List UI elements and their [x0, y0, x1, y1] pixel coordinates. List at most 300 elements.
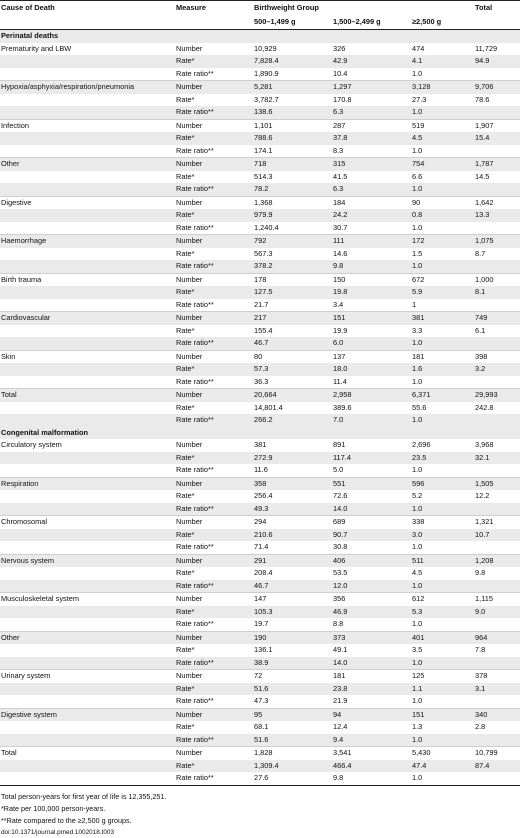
value-cell: 151	[411, 708, 474, 721]
value-cell: 23.8	[332, 683, 411, 696]
value-cell: 466.4	[332, 760, 411, 773]
value-cell: 147	[253, 593, 332, 606]
measure-cell: Rate ratio**	[175, 68, 253, 81]
cause-cell	[0, 132, 175, 145]
measure-cell: Rate*	[175, 94, 253, 107]
value-cell: 78.2	[253, 183, 332, 196]
table-row	[0, 325, 520, 338]
value-cell: 71.4	[253, 541, 332, 554]
value-cell: 1.0	[411, 503, 474, 516]
header-row-2	[0, 15, 520, 30]
table-row	[0, 132, 520, 145]
value-cell	[474, 260, 520, 273]
measure-cell: Rate*	[175, 644, 253, 657]
table-row	[0, 43, 520, 56]
value-cell: 1,907	[474, 119, 520, 132]
value-cell: 291	[253, 554, 332, 567]
value-cell: 567.3	[253, 248, 332, 261]
measure-cell: Rate*	[175, 567, 253, 580]
table-row	[0, 402, 520, 415]
value-cell: 1,297	[332, 81, 411, 94]
value-cell: 29,993	[474, 389, 520, 402]
cause-cell: Urinary system	[0, 670, 175, 683]
value-cell	[474, 503, 520, 516]
value-cell: 3.0	[411, 529, 474, 542]
value-cell: 242.8	[474, 402, 520, 415]
value-cell: 5.9	[411, 286, 474, 299]
value-cell: 9.8	[332, 260, 411, 273]
value-cell: 14.5	[474, 171, 520, 184]
value-cell: 170.8	[332, 94, 411, 107]
value-cell: 373	[332, 631, 411, 644]
value-cell: 1.0	[411, 580, 474, 593]
measure-cell: Rate*	[175, 606, 253, 619]
table-row	[0, 286, 520, 299]
value-cell: 1,642	[474, 196, 520, 209]
measure-cell: Rate*	[175, 132, 253, 145]
value-cell: 672	[411, 273, 474, 286]
cause-cell	[0, 503, 175, 516]
value-cell: 514.3	[253, 171, 332, 184]
table-row	[0, 119, 520, 132]
value-cell: 27.3	[411, 94, 474, 107]
measure-cell: Rate ratio**	[175, 222, 253, 235]
cause-cell	[0, 299, 175, 312]
value-cell: 117.4	[332, 452, 411, 465]
value-cell: 1.0	[411, 657, 474, 670]
measure-cell: Rate ratio**	[175, 376, 253, 389]
table-row	[0, 414, 520, 427]
table-body	[0, 30, 520, 786]
value-cell: 0.8	[411, 209, 474, 222]
table-row	[0, 171, 520, 184]
cause-cell	[0, 772, 175, 785]
value-cell: 1	[411, 299, 474, 312]
value-cell	[474, 657, 520, 670]
value-cell: 14.0	[332, 657, 411, 670]
table-row	[0, 670, 520, 683]
value-cell	[474, 376, 520, 389]
measure-cell: Rate*	[175, 209, 253, 222]
measure-cell: Rate ratio**	[175, 260, 253, 273]
value-cell: 178	[253, 273, 332, 286]
value-cell: 137	[332, 350, 411, 363]
cause-cell: Digestive	[0, 196, 175, 209]
value-cell	[474, 541, 520, 554]
value-cell: 150	[332, 273, 411, 286]
table-row	[0, 183, 520, 196]
value-cell: 55.6	[411, 402, 474, 415]
cause-cell: Infection	[0, 119, 175, 132]
table-row	[0, 708, 520, 721]
value-cell: 7,828.4	[253, 55, 332, 68]
measure-cell: Rate*	[175, 721, 253, 734]
cause-cell: Total	[0, 389, 175, 402]
cause-cell	[0, 734, 175, 747]
value-cell: 287	[332, 119, 411, 132]
value-cell: 6.1	[474, 325, 520, 338]
table-row	[0, 464, 520, 477]
value-cell: 6,371	[411, 389, 474, 402]
cause-cell	[0, 721, 175, 734]
value-cell: 1,321	[474, 516, 520, 529]
value-cell: 1.1	[411, 683, 474, 696]
value-cell: 23.5	[411, 452, 474, 465]
cause-cell	[0, 376, 175, 389]
value-cell: 401	[411, 631, 474, 644]
measure-cell: Number	[175, 631, 253, 644]
value-cell: 1,101	[253, 119, 332, 132]
table-row	[0, 606, 520, 619]
cause-cell	[0, 606, 175, 619]
table-row	[0, 734, 520, 747]
value-cell: 1,368	[253, 196, 332, 209]
cause-cell	[0, 55, 175, 68]
value-cell: 2.8	[474, 721, 520, 734]
value-cell: 3,968	[474, 439, 520, 452]
value-cell: 127.5	[253, 286, 332, 299]
value-cell: 42.9	[332, 55, 411, 68]
value-cell: 172	[411, 235, 474, 248]
cause-cell: Nervous system	[0, 554, 175, 567]
value-cell: 1,115	[474, 593, 520, 606]
value-cell: 1.5	[411, 248, 474, 261]
value-cell: 1,505	[474, 477, 520, 490]
cause-cell	[0, 490, 175, 503]
table-row	[0, 145, 520, 158]
value-cell: 1.0	[411, 734, 474, 747]
table-row	[0, 721, 520, 734]
value-cell	[474, 580, 520, 593]
value-cell: 14,801.4	[253, 402, 332, 415]
value-cell: 612	[411, 593, 474, 606]
value-cell: 3.4	[332, 299, 411, 312]
section-title: Congenital malformation	[0, 427, 520, 440]
value-cell: 9.4	[332, 734, 411, 747]
table-row	[0, 593, 520, 606]
value-cell: 53.5	[332, 567, 411, 580]
cause-cell	[0, 644, 175, 657]
table-row	[0, 222, 520, 235]
table-row	[0, 260, 520, 273]
cause-cell: Other	[0, 158, 175, 171]
table-row	[0, 580, 520, 593]
value-cell: 551	[332, 477, 411, 490]
value-cell: 11.6	[253, 464, 332, 477]
header-total: Total	[474, 1, 520, 16]
measure-cell: Rate ratio**	[175, 337, 253, 350]
measure-cell: Rate ratio**	[175, 106, 253, 119]
measure-cell: Rate*	[175, 363, 253, 376]
cause-cell	[0, 171, 175, 184]
value-cell	[474, 106, 520, 119]
value-cell: 151	[332, 312, 411, 325]
value-cell: 6.3	[332, 106, 411, 119]
value-cell: 72	[253, 670, 332, 683]
cause-cell	[0, 260, 175, 273]
header-group-1500-2499: 1,500–2,499 g	[332, 15, 411, 30]
value-cell: 326	[332, 43, 411, 56]
table-row	[0, 760, 520, 773]
cause-cell	[0, 183, 175, 196]
cause-cell: Total	[0, 747, 175, 760]
value-cell: 1.0	[411, 695, 474, 708]
value-cell: 5.0	[332, 464, 411, 477]
measure-cell: Number	[175, 670, 253, 683]
cause-cell	[0, 106, 175, 119]
value-cell: 174.1	[253, 145, 332, 158]
table-row	[0, 55, 520, 68]
value-cell: 792	[253, 235, 332, 248]
value-cell: 10.7	[474, 529, 520, 542]
value-cell: 718	[253, 158, 332, 171]
header-cause: Cause of Death	[0, 1, 175, 16]
table-row	[0, 772, 520, 785]
cause-cell: Other	[0, 631, 175, 644]
value-cell: 9.8	[332, 772, 411, 785]
value-cell: 1,890.9	[253, 68, 332, 81]
value-cell: 14.6	[332, 248, 411, 261]
value-cell: 20,664	[253, 389, 332, 402]
table-row	[0, 363, 520, 376]
value-cell	[474, 337, 520, 350]
measure-cell: Rate ratio**	[175, 145, 253, 158]
measure-cell: Rate*	[175, 55, 253, 68]
value-cell: 36.3	[253, 376, 332, 389]
value-cell: 3.5	[411, 644, 474, 657]
measure-cell: Number	[175, 235, 253, 248]
value-cell: 1,309.4	[253, 760, 332, 773]
section-title: Perinatal deaths	[0, 30, 520, 43]
value-cell: 511	[411, 554, 474, 567]
table-row	[0, 94, 520, 107]
table-row	[0, 747, 520, 760]
value-cell	[474, 68, 520, 81]
cause-cell	[0, 414, 175, 427]
table-row	[0, 452, 520, 465]
value-cell: 6.3	[332, 183, 411, 196]
table-row	[0, 248, 520, 261]
measure-cell: Rate ratio**	[175, 414, 253, 427]
measure-cell: Rate*	[175, 248, 253, 261]
value-cell: 19.7	[253, 618, 332, 631]
cause-cell: Haemorrhage	[0, 235, 175, 248]
value-cell: 105.3	[253, 606, 332, 619]
table-row	[0, 337, 520, 350]
measure-cell: Rate ratio**	[175, 503, 253, 516]
cause-cell	[0, 760, 175, 773]
value-cell: 1,787	[474, 158, 520, 171]
cause-cell: Prematurity and LBW	[0, 43, 175, 56]
cause-cell	[0, 567, 175, 580]
cause-cell: Respiration	[0, 477, 175, 490]
value-cell: 136.1	[253, 644, 332, 657]
value-cell	[474, 695, 520, 708]
value-cell: 340	[474, 708, 520, 721]
value-cell	[474, 222, 520, 235]
value-cell: 94	[332, 708, 411, 721]
value-cell: 57.3	[253, 363, 332, 376]
table-row	[0, 618, 520, 631]
doi-text: doi:10.1371/journal.pmed.1002018.t003	[1, 828, 519, 838]
cause-cell: Hypoxia/asphyxia/respiration/pneumonia	[0, 81, 175, 94]
value-cell: 398	[474, 350, 520, 363]
value-cell: 272.9	[253, 452, 332, 465]
value-cell: 474	[411, 43, 474, 56]
measure-cell: Rate*	[175, 452, 253, 465]
value-cell: 356	[332, 593, 411, 606]
table-row	[0, 567, 520, 580]
value-cell: 87.4	[474, 760, 520, 773]
table-row	[0, 209, 520, 222]
value-cell: 9.0	[474, 606, 520, 619]
measure-cell: Rate ratio**	[175, 464, 253, 477]
value-cell: 1.6	[411, 363, 474, 376]
value-cell	[474, 299, 520, 312]
measure-cell: Number	[175, 312, 253, 325]
cause-cell	[0, 580, 175, 593]
value-cell: 78.6	[474, 94, 520, 107]
table-row	[0, 350, 520, 363]
value-cell: 788.6	[253, 132, 332, 145]
value-cell: 38.9	[253, 657, 332, 670]
value-cell	[474, 734, 520, 747]
value-cell: 1.3	[411, 721, 474, 734]
value-cell: 406	[332, 554, 411, 567]
table-row	[0, 657, 520, 670]
header-measure: Measure	[175, 1, 253, 16]
value-cell: 256.4	[253, 490, 332, 503]
value-cell: 1.0	[411, 183, 474, 196]
value-cell: 80	[253, 350, 332, 363]
table-row	[0, 439, 520, 452]
measure-cell: Rate*	[175, 760, 253, 773]
value-cell: 5,430	[411, 747, 474, 760]
table-row	[0, 376, 520, 389]
value-cell: 1.0	[411, 68, 474, 81]
value-cell: 3.2	[474, 363, 520, 376]
value-cell: 381	[411, 312, 474, 325]
value-cell: 6.6	[411, 171, 474, 184]
cause-cell	[0, 529, 175, 542]
measure-cell: Rate ratio**	[175, 734, 253, 747]
value-cell: 49.3	[253, 503, 332, 516]
value-cell: 11,729	[474, 43, 520, 56]
value-cell: 1.0	[411, 618, 474, 631]
measure-cell: Number	[175, 747, 253, 760]
value-cell: 181	[332, 670, 411, 683]
value-cell: 4.5	[411, 567, 474, 580]
table-footnotes	[0, 786, 520, 838]
value-cell: 18.0	[332, 363, 411, 376]
value-cell: 1.0	[411, 106, 474, 119]
value-cell	[474, 618, 520, 631]
value-cell: 5.2	[411, 490, 474, 503]
cause-cell	[0, 94, 175, 107]
measure-cell: Rate ratio**	[175, 695, 253, 708]
value-cell: 749	[474, 312, 520, 325]
value-cell: 3,782.7	[253, 94, 332, 107]
table-row	[0, 158, 520, 171]
header-group-2500-plus: ≥2,500 g	[411, 15, 474, 30]
value-cell: 378.2	[253, 260, 332, 273]
value-cell: 51.6	[253, 734, 332, 747]
cause-cell	[0, 325, 175, 338]
value-cell: 210.6	[253, 529, 332, 542]
value-cell: 181	[411, 350, 474, 363]
value-cell: 1,240.4	[253, 222, 332, 235]
cause-cell	[0, 464, 175, 477]
table-row	[0, 683, 520, 696]
value-cell: 19.9	[332, 325, 411, 338]
measure-cell: Number	[175, 81, 253, 94]
value-cell: 111	[332, 235, 411, 248]
value-cell: 47.4	[411, 760, 474, 773]
measure-cell: Rate ratio**	[175, 183, 253, 196]
value-cell: 32.1	[474, 452, 520, 465]
value-cell: 184	[332, 196, 411, 209]
cause-cell	[0, 695, 175, 708]
value-cell: 3,541	[332, 747, 411, 760]
measure-cell: Number	[175, 593, 253, 606]
value-cell: 46.7	[253, 337, 332, 350]
value-cell: 1.0	[411, 772, 474, 785]
value-cell: 1.0	[411, 260, 474, 273]
table-row	[0, 235, 520, 248]
value-cell: 381	[253, 439, 332, 452]
value-cell: 9,706	[474, 81, 520, 94]
measure-cell: Number	[175, 273, 253, 286]
header-birthweight-group: Birthweight Group	[253, 1, 474, 16]
section-header	[0, 427, 520, 440]
value-cell: 90.7	[332, 529, 411, 542]
table-row	[0, 68, 520, 81]
value-cell	[474, 145, 520, 158]
table-row	[0, 529, 520, 542]
measure-cell: Number	[175, 389, 253, 402]
value-cell: 266.2	[253, 414, 332, 427]
cause-cell	[0, 68, 175, 81]
measure-cell: Rate*	[175, 490, 253, 503]
value-cell: 1.0	[411, 337, 474, 350]
cause-cell	[0, 657, 175, 670]
value-cell: 754	[411, 158, 474, 171]
value-cell: 46.9	[332, 606, 411, 619]
value-cell: 1.0	[411, 222, 474, 235]
cause-cell	[0, 145, 175, 158]
value-cell: 8.1	[474, 286, 520, 299]
value-cell: 8.7	[474, 248, 520, 261]
cause-cell	[0, 618, 175, 631]
value-cell: 5,281	[253, 81, 332, 94]
measure-cell: Number	[175, 554, 253, 567]
cause-cell	[0, 402, 175, 415]
value-cell: 21.7	[253, 299, 332, 312]
value-cell: 24.2	[332, 209, 411, 222]
value-cell: 1.0	[411, 464, 474, 477]
value-cell: 891	[332, 439, 411, 452]
value-cell: 3.3	[411, 325, 474, 338]
value-cell: 5.3	[411, 606, 474, 619]
value-cell: 4.5	[411, 132, 474, 145]
value-cell: 596	[411, 477, 474, 490]
value-cell: 37.8	[332, 132, 411, 145]
cause-cell: Skin	[0, 350, 175, 363]
value-cell: 689	[332, 516, 411, 529]
value-cell: 10,929	[253, 43, 332, 56]
measure-cell: Number	[175, 196, 253, 209]
value-cell: 217	[253, 312, 332, 325]
